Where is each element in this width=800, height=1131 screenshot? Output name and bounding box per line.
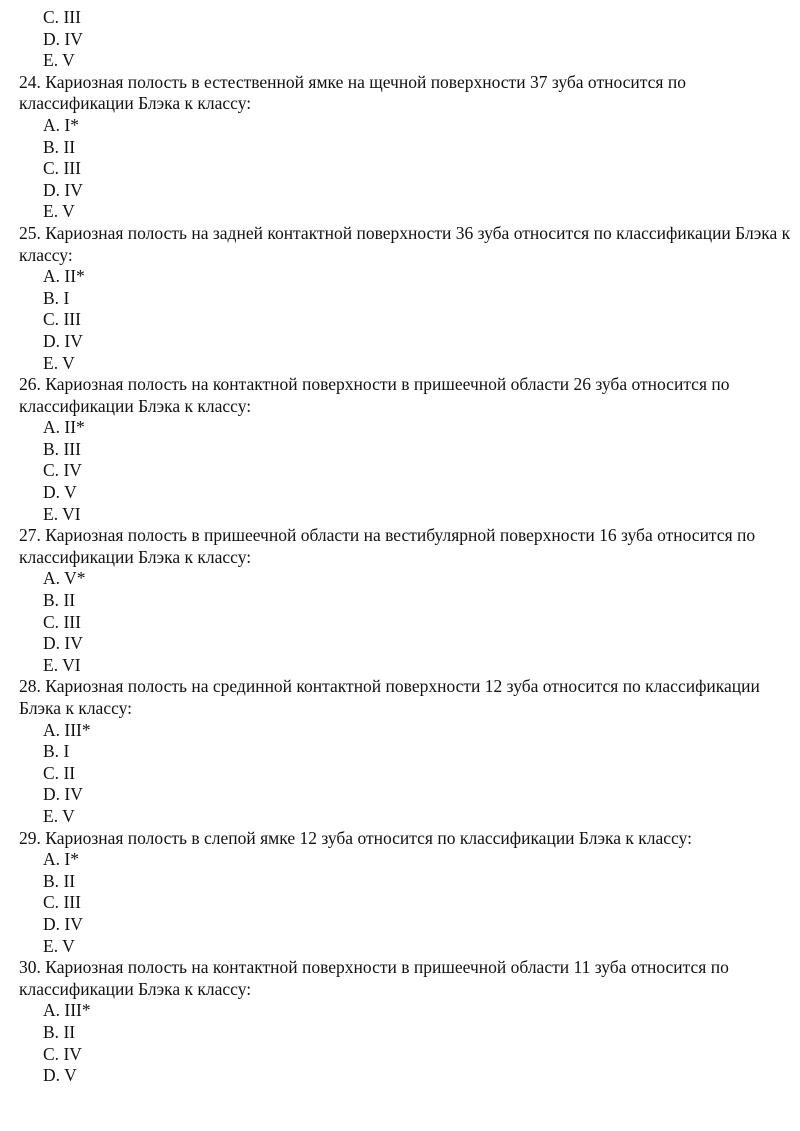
answer-option bbox=[19, 180, 791, 202]
question-number: 25. bbox=[19, 222, 41, 243]
answer-option bbox=[19, 806, 791, 828]
question-number: 26. bbox=[19, 374, 41, 395]
answer-option bbox=[19, 482, 791, 504]
question-number: 24. bbox=[19, 71, 41, 92]
answer-option bbox=[19, 849, 791, 871]
question-text bbox=[19, 957, 791, 1000]
question-text bbox=[19, 374, 791, 417]
option-letter: E. bbox=[43, 352, 59, 373]
answer-option bbox=[19, 612, 791, 634]
option-text: VI bbox=[62, 654, 81, 675]
answer-option bbox=[19, 417, 791, 439]
option-letter: A. bbox=[43, 417, 61, 438]
option-letter: B. bbox=[43, 1021, 60, 1042]
answer-option bbox=[19, 633, 791, 655]
option-text: III bbox=[63, 7, 81, 27]
answer-option bbox=[19, 504, 791, 526]
option-text: I* bbox=[64, 114, 79, 135]
answer-option bbox=[19, 331, 791, 353]
option-letter: A. bbox=[43, 568, 61, 589]
option-text: V bbox=[64, 482, 77, 503]
question-body: Кариозная полость на задней контактной поверхности 36 зуба относится по классификации Блэка к классу: bbox=[19, 222, 791, 265]
answer-option bbox=[19, 1022, 791, 1044]
option-text: II bbox=[63, 136, 76, 157]
answer-option bbox=[19, 266, 791, 288]
answer-option bbox=[19, 137, 791, 159]
question-body: Кариозная полость на контактной поверхности в пришеечной области 11 зуба относится по классификации Блэка к классу: bbox=[19, 957, 729, 999]
option-letter: E. bbox=[43, 654, 59, 675]
question-number: 28. bbox=[19, 676, 41, 697]
question-block bbox=[19, 223, 791, 374]
answer-option bbox=[19, 50, 791, 72]
option-text: II* bbox=[64, 417, 85, 438]
option-text: II bbox=[63, 870, 76, 891]
option-text: I bbox=[63, 287, 70, 308]
option-text: IV bbox=[64, 330, 83, 351]
answer-option bbox=[19, 201, 791, 223]
answer-option bbox=[19, 29, 791, 51]
option-letter: E. bbox=[43, 201, 59, 222]
question-block bbox=[19, 374, 791, 525]
question-number: 30. bbox=[19, 957, 41, 978]
option-letter: E. bbox=[43, 50, 59, 71]
answer-option bbox=[19, 439, 791, 461]
option-letter: A. bbox=[43, 849, 61, 870]
question-block bbox=[19, 72, 791, 223]
question-body: Кариозная полость в слепой ямке 12 зуба относится по классификации Блэка к классу: bbox=[45, 827, 692, 848]
question-body: Кариозная полость в пришеечной области на вестибулярной поверхности 16 зуба относится по классификации Блэка к классу: bbox=[19, 525, 756, 567]
answer-option bbox=[19, 590, 791, 612]
option-text: III bbox=[63, 611, 81, 632]
option-text: IV bbox=[63, 1043, 82, 1064]
option-letter: D. bbox=[43, 1065, 61, 1086]
option-letter: C. bbox=[43, 460, 60, 481]
question-body: Кариозная полость в естественной ямке на щечной поверхности 37 зуба относится по классификации Блэка к классу: bbox=[19, 71, 686, 114]
option-text: IV bbox=[64, 179, 83, 200]
option-text: III bbox=[63, 309, 81, 330]
option-letter: E. bbox=[43, 935, 59, 956]
option-letter: B. bbox=[43, 870, 60, 891]
option-text: IV bbox=[63, 460, 82, 481]
option-letter: B. bbox=[43, 136, 60, 157]
option-text: IV bbox=[64, 633, 83, 654]
option-text: I* bbox=[64, 849, 79, 870]
answer-option bbox=[19, 741, 791, 763]
option-letter: B. bbox=[43, 590, 60, 611]
answer-option bbox=[19, 1065, 791, 1087]
option-text: V bbox=[64, 1065, 77, 1086]
option-letter: A. bbox=[43, 266, 61, 287]
option-text: IV bbox=[64, 913, 83, 934]
answer-option bbox=[19, 914, 791, 936]
option-letter: C. bbox=[43, 762, 60, 783]
option-text: V bbox=[62, 805, 75, 826]
option-letter: A. bbox=[43, 1000, 61, 1021]
option-letter: D. bbox=[43, 330, 61, 351]
option-letter: C. bbox=[43, 158, 60, 179]
answer-option bbox=[19, 892, 791, 914]
leading-options bbox=[19, 7, 791, 72]
answer-option bbox=[19, 1000, 791, 1022]
document-body bbox=[19, 7, 791, 1087]
option-letter: D. bbox=[43, 482, 61, 503]
option-letter: C. bbox=[43, 7, 60, 27]
option-text: III* bbox=[64, 719, 91, 740]
answer-option bbox=[19, 871, 791, 893]
answer-option bbox=[19, 353, 791, 375]
answer-option bbox=[19, 568, 791, 590]
option-text: VI bbox=[62, 503, 81, 524]
question-text bbox=[19, 676, 791, 719]
option-letter: A. bbox=[43, 719, 61, 740]
question-number: 27. bbox=[19, 525, 41, 546]
option-letter: C. bbox=[43, 1043, 60, 1064]
answer-option bbox=[19, 460, 791, 482]
option-text: II* bbox=[64, 266, 85, 287]
answer-option bbox=[19, 158, 791, 180]
option-letter: E. bbox=[43, 503, 59, 524]
question-block bbox=[19, 525, 791, 676]
question-text bbox=[19, 828, 791, 850]
answer-option bbox=[19, 936, 791, 958]
option-text: IV bbox=[64, 784, 83, 805]
answer-option bbox=[19, 309, 791, 331]
option-letter: D. bbox=[43, 28, 61, 49]
option-letter: C. bbox=[43, 309, 60, 330]
option-letter: D. bbox=[43, 784, 61, 805]
answer-option bbox=[19, 115, 791, 137]
option-text: III bbox=[63, 892, 81, 913]
answer-option bbox=[19, 763, 791, 785]
option-text: V bbox=[62, 935, 75, 956]
question-text bbox=[19, 223, 791, 266]
option-text: V bbox=[62, 50, 75, 71]
option-text: IV bbox=[64, 28, 83, 49]
option-text: III bbox=[63, 158, 81, 179]
option-letter: B. bbox=[43, 287, 60, 308]
option-letter: C. bbox=[43, 611, 60, 632]
option-text: III* bbox=[64, 1000, 91, 1021]
answer-option bbox=[19, 288, 791, 310]
option-text: V* bbox=[64, 568, 86, 589]
option-text: III bbox=[63, 438, 81, 459]
answer-option bbox=[19, 784, 791, 806]
answer-option bbox=[19, 655, 791, 677]
option-text: I bbox=[63, 741, 70, 762]
option-text: II bbox=[63, 1021, 76, 1042]
question-block bbox=[19, 676, 791, 827]
option-letter: D. bbox=[43, 179, 61, 200]
option-letter: A. bbox=[43, 114, 61, 135]
question-number: 29. bbox=[19, 827, 41, 848]
option-text: V bbox=[62, 352, 75, 373]
answer-option bbox=[19, 1044, 791, 1066]
answer-option bbox=[19, 720, 791, 742]
question-body: Кариозная полость на контактной поверхности в пришеечной области 26 зуба относится по классификации Блэка к классу: bbox=[19, 374, 730, 416]
option-text: II bbox=[63, 762, 76, 783]
answer-option bbox=[19, 7, 791, 29]
option-letter: B. bbox=[43, 438, 60, 459]
option-letter: D. bbox=[43, 913, 61, 934]
option-text: II bbox=[63, 590, 76, 611]
question-text bbox=[19, 525, 791, 568]
question-block bbox=[19, 957, 791, 1087]
option-letter: D. bbox=[43, 633, 61, 654]
option-letter: E. bbox=[43, 805, 59, 826]
question-block bbox=[19, 828, 791, 958]
option-letter: C. bbox=[43, 892, 60, 913]
option-letter: B. bbox=[43, 741, 60, 762]
question-text bbox=[19, 72, 791, 115]
option-text: V bbox=[62, 201, 75, 222]
question-body: Кариозная полость на срединной контактной поверхности 12 зуба относится по классификации Блэка к классу: bbox=[19, 676, 760, 718]
